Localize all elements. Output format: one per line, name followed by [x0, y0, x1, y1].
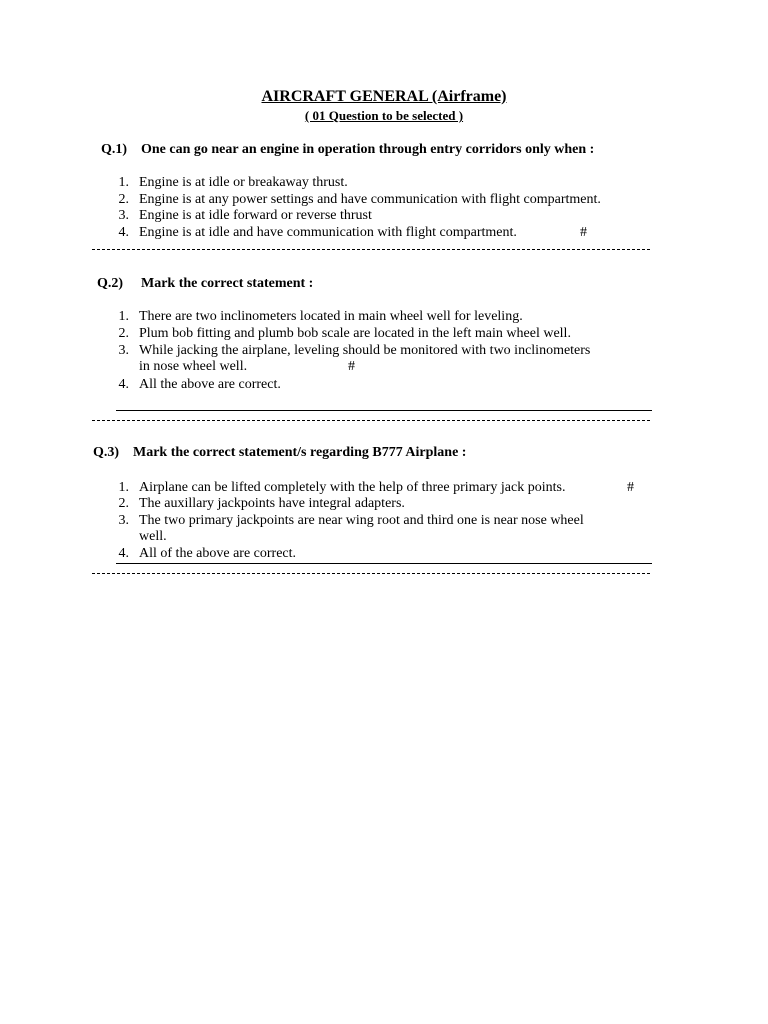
- option-number: 4.: [118, 377, 129, 392]
- option-number: 1.: [118, 309, 129, 324]
- option-number: 3.: [118, 343, 129, 358]
- option-text-continued: in nose wheel well.: [139, 359, 248, 374]
- option-number: 3.: [118, 513, 129, 528]
- answer-mark: #: [627, 480, 634, 495]
- option-number: 1.: [118, 480, 129, 495]
- option-text: Engine is at idle forward or reverse thrust: [139, 208, 372, 223]
- separator-line: [92, 420, 650, 421]
- option-number: 2.: [118, 496, 129, 511]
- question-text: Mark the correct statement/s regarding B777 Airplane :: [133, 445, 467, 460]
- question-text: Mark the correct statement :: [141, 276, 314, 291]
- page-title: AIRCRAFT GENERAL (Airframe): [261, 88, 507, 105]
- option-number: 1.: [118, 175, 129, 190]
- option-text: Engine is at idle or breakaway thrust.: [139, 175, 348, 190]
- separator-line: [92, 573, 650, 574]
- option-text: Engine is at idle and have communication with flight compartment.: [139, 225, 517, 240]
- page-subtitle: ( 01 Question to be selected ): [304, 108, 464, 123]
- answer-mark: #: [580, 225, 587, 240]
- option-text: There are two inclinometers located in main wheel well for leveling.: [139, 309, 523, 324]
- option-text: All the above are correct.: [139, 377, 281, 392]
- answer-mark: #: [348, 359, 355, 374]
- option-text: All of the above are correct.: [139, 546, 297, 561]
- option-number: 4.: [118, 546, 129, 561]
- option-text: Engine is at any power settings and have communication with flight compartment.: [139, 192, 601, 207]
- question-number: Q.2): [97, 276, 124, 291]
- option-text: Airplane can be lifted completely with the help of three primary jack points.: [139, 480, 566, 495]
- option-number: 4.: [118, 225, 129, 240]
- option-number: 2.: [118, 326, 129, 341]
- option-text: The two primary jackpoints are near wing root and third one is near nose wheel: [139, 513, 584, 528]
- separator-line: [92, 249, 650, 250]
- option-number: 3.: [118, 208, 129, 223]
- question-number: Q.3): [93, 445, 120, 460]
- option-text: While jacking the airplane, leveling should be monitored with two inclinometers: [139, 343, 591, 358]
- option-text: Plum bob fitting and plumb bob scale are located in the left main wheel well.: [139, 326, 571, 341]
- option-text-continued: well.: [139, 529, 167, 544]
- question-text: One can go near an engine in operation through entry corridors only when :: [141, 142, 595, 157]
- underline-rule: [116, 563, 652, 564]
- underline-rule: [116, 410, 652, 411]
- option-number: 2.: [118, 192, 129, 207]
- question-number: Q.1): [101, 142, 128, 157]
- option-text: The auxillary jackpoints have integral adapters.: [139, 496, 405, 511]
